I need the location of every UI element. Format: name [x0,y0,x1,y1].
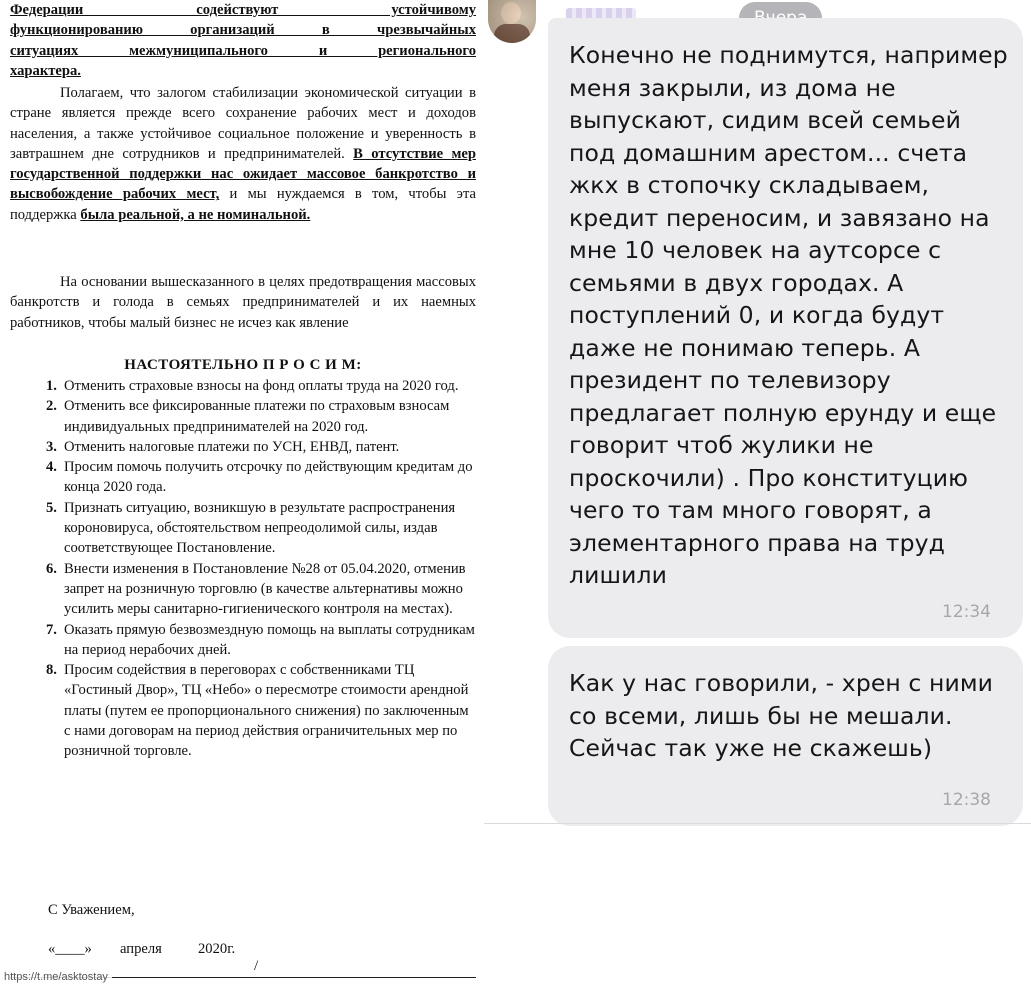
item-text: Отменить налоговые платежи по УСН, ЕНВД, патент. [64,438,400,455]
item-text: Внести изменения в Постановление №28 от 05.04.2020, отменив запрет на розничную торговлю (в качестве альтернативы можно усилить меры санитарно-гигиенического контроля на местах). [64,560,466,618]
document-page [0,0,484,990]
paragraph-stabilization [10,83,476,225]
list-item [20,457,476,498]
item-number: 3. [46,438,57,455]
item-text: Просим помочь получить отсрочку по действующим кредитам до конца 2020 года. [64,459,473,496]
avatar-shade [488,0,536,43]
list-item [20,620,476,661]
message-text: Как у нас говорили, - хрен с ними со всеми, лишь бы не мешали. Сейчас так уже не скажешь) [569,669,994,762]
item-text: Признать ситуацию, возникшую в результате распространения короновируса, обстоятельством непреодолимой силы, издав соответствующее Постановление. [64,499,456,557]
item-text: Отменить страховые взносы на фонд оплаты труда на 2020 год. [64,378,459,394]
item-text: Оказать прямую безвозмездную помощь на выплаты сотрудникам на период нерабочих дней. [64,621,475,658]
signature-separator: / [254,958,259,974]
chat-divider [484,823,1031,824]
item-number: 4. [46,459,57,476]
date-day-blank: «____» [48,941,92,957]
message-bubble[interactable] [548,18,1023,638]
item-number: 2. [46,398,57,415]
date-line [48,939,268,959]
intro-line: Федерации содействуют устойчивому [10,2,476,18]
intro-line: ситуациях межмуниципального и регионального [10,42,476,59]
paragraph-text: и мы нуждаемся в том, чтобы эта поддержка [10,186,476,223]
intro-text [10,0,476,81]
paragraph-text: Полагаем, что залогом стабилизации экономической ситуации в стране является прежде всего сохранение рабочих мест и доходов населения, а также устойчивое социальное положение и уверенность в завтрашнем дне сотрудников и предпринимателей. [10,85,476,162]
item-text: Просим содействия в переговорах с собственниками ТЦ «Гостиный Двор», ТЦ «Небо» о пересмотре стоимости арендной платы (путем ее пропорционального снижения) по заключенным с нами договорам на период действия ограничительных мер по розничной торговле. [64,662,469,760]
message-bubble[interactable] [548,646,1023,826]
item-text: Отменить все фиксированные платежи по страховым взносам индивидуальных предпринимателей на 2020 год. [64,398,450,435]
date-year: 2020г. [198,941,236,957]
item-number: 8. [46,662,57,679]
message-text: Конечно не поднимутся, например меня закрыли, из дома не выпускают, сидим всей семьей под домашним арестом... счета жкх в стопочку складываем, кредит переносим, и завязано на мне 10 человек на аутсорсе с семьями в двух городах. А поступлений 0, и когда будут даже не понимаю теперь. А президент по телевизору предлагает полную ерунду и еще говорит чтоб жулики не проскочили) . Про конституцию чего то там много говорят, а элементарного права на труд лишили [569,41,1008,589]
list-item [20,376,476,396]
chat-panel [484,0,1031,990]
closing-text: С Уважением, [48,902,135,918]
request-list [20,376,476,762]
list-item [20,660,476,761]
request-heading: НАСТОЯТЕЛЬНО П Р О С И М: [124,357,362,373]
date-month: апреля [120,941,162,957]
message-time: 12:38 [942,790,991,810]
intro-line: функционированию организаций в чрезвычайных [10,22,476,39]
list-item [20,437,476,457]
list-item [20,396,476,437]
avatar[interactable] [488,0,536,43]
item-number: 7. [46,621,57,638]
item-number: 6. [46,560,57,577]
intro-line: характера. [10,62,81,79]
list-item [20,559,476,620]
message-time: 12:34 [942,602,991,622]
item-number: 1. [46,378,57,394]
emphasis-text: В отсутствие мер государственной поддержки нас ожидает массовое банкротство и высвобождение рабочих мест, [10,145,476,203]
paragraph-basis: На основании вышесказанного в целях предотвращения массовых банкротств и голода в семьях предпринимателей и их наемных работников, чтобы малый бизнес не исчез как явление [10,274,476,331]
item-number: 5. [46,499,57,516]
emphasis-text: была реальной, а не номинальной. [80,206,311,223]
source-watermark: https://t.me/asktostay [0,970,112,984]
list-item [20,498,476,559]
